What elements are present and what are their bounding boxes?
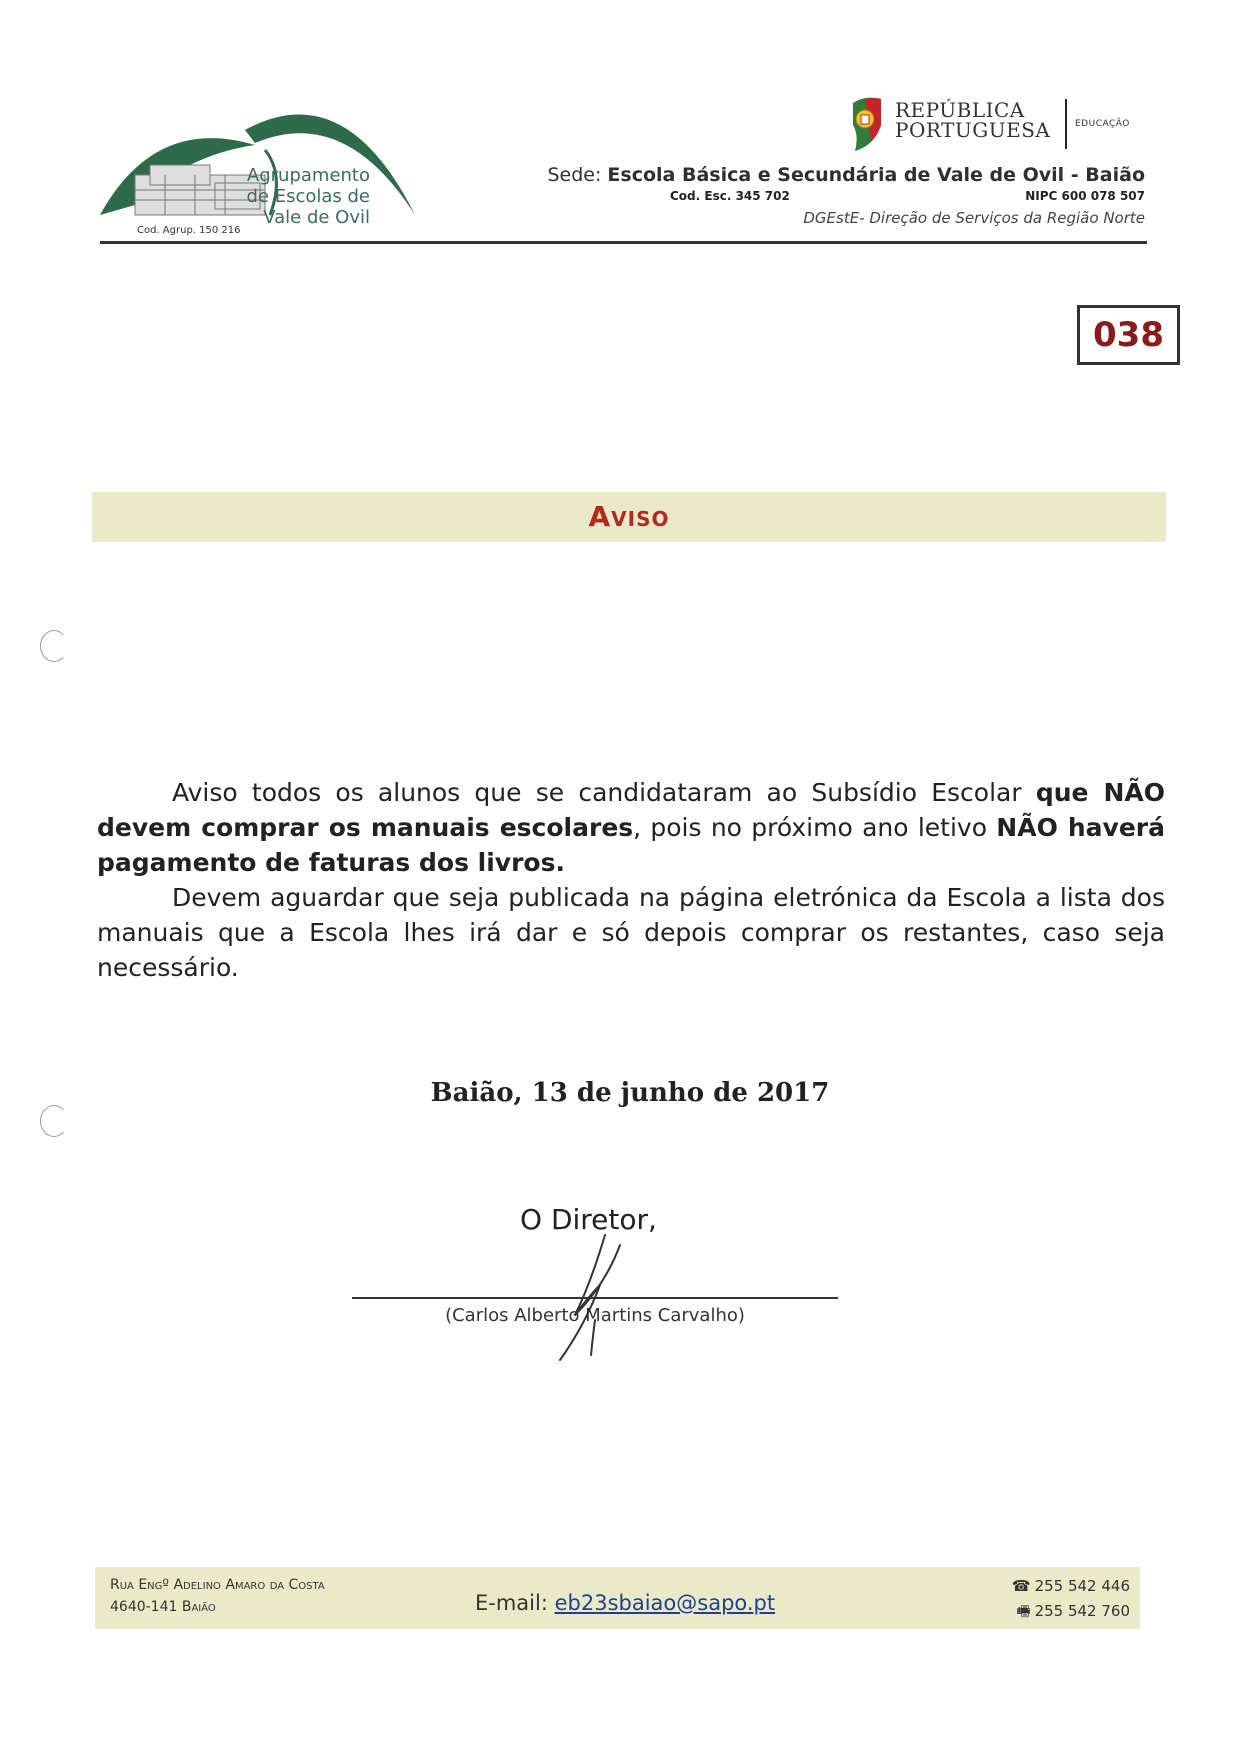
phone-number: 255 542 446 (1034, 1577, 1130, 1595)
dgeste-line: DGEstE- Direção de Serviços da Região Norte (803, 209, 1145, 227)
cod-esc: Cod. Esc. 345 702 (670, 189, 790, 203)
codes-line (670, 189, 1145, 203)
logo-divider (1065, 99, 1067, 149)
document-number: 038 (1077, 305, 1180, 365)
footer-bar (95, 1567, 1140, 1629)
director-title: O Diretor, (520, 1203, 657, 1236)
paragraph-2: Devem aguardar que seja publicada na página eletrónica da Escola a lista dos manuais que a Escola lhes irá dar e só depois comprar os restantes, caso seja necessário. (97, 883, 1165, 982)
address-line-1: Rua Engº Adelino Amaro da Costa (110, 1577, 325, 1593)
notice-body (97, 775, 1165, 985)
fax-number: 255 542 760 (1034, 1602, 1130, 1620)
cod-agrup: Cod. Agrup. 150 216 (137, 225, 241, 236)
coat-of-arms-icon (845, 95, 885, 153)
school-name: Escola Básica e Secundária de Vale de Ovil - Baião (607, 164, 1145, 186)
agrupamento-name: Agrupamento de Escolas de Vale de Ovil (246, 165, 370, 228)
signature-line (352, 1297, 838, 1299)
telephone-icon: ☎ (1011, 1577, 1031, 1595)
phone-line (1012, 1577, 1130, 1595)
paragraph-1: Aviso todos os alunos que se candidataram ao Subsídio Escolar que NÃO devem comprar os manuais escolares, pois no próximo ano letivo NÃO haverá pagamento de faturas dos livros. (97, 778, 1165, 877)
republica-text: REPÚBLICA PORTUGUESA (895, 98, 1051, 142)
email-line: E-mail: eb23sbaiao@sapo.pt (475, 1591, 776, 1615)
fax-icon: 🖷 (1016, 1602, 1031, 1620)
nipc: NIPC 600 078 507 (1025, 189, 1145, 203)
sede-prefix: Sede: (547, 164, 608, 186)
email-link[interactable]: eb23sbaiao@sapo.pt (554, 1591, 776, 1615)
fax-line (1016, 1601, 1130, 1626)
handwritten-signature (545, 1225, 645, 1365)
address-line-2: 4640-141 Baião (110, 1599, 216, 1615)
educacao-label: EDUCAÇÃO (1075, 119, 1130, 129)
notice-title: Aviso (92, 492, 1166, 542)
school-name-line (547, 164, 1145, 186)
punch-hole-mark (40, 1105, 68, 1137)
header-divider (100, 241, 1147, 244)
republica-portuguesa-logo (845, 95, 1145, 155)
agrupamento-logo (95, 95, 465, 245)
punch-hole-mark (40, 630, 68, 662)
director-name: (Carlos Alberto Martins Carvalho) (445, 1305, 745, 1326)
date-line: Baião, 13 de junho de 2017 (430, 1078, 830, 1108)
